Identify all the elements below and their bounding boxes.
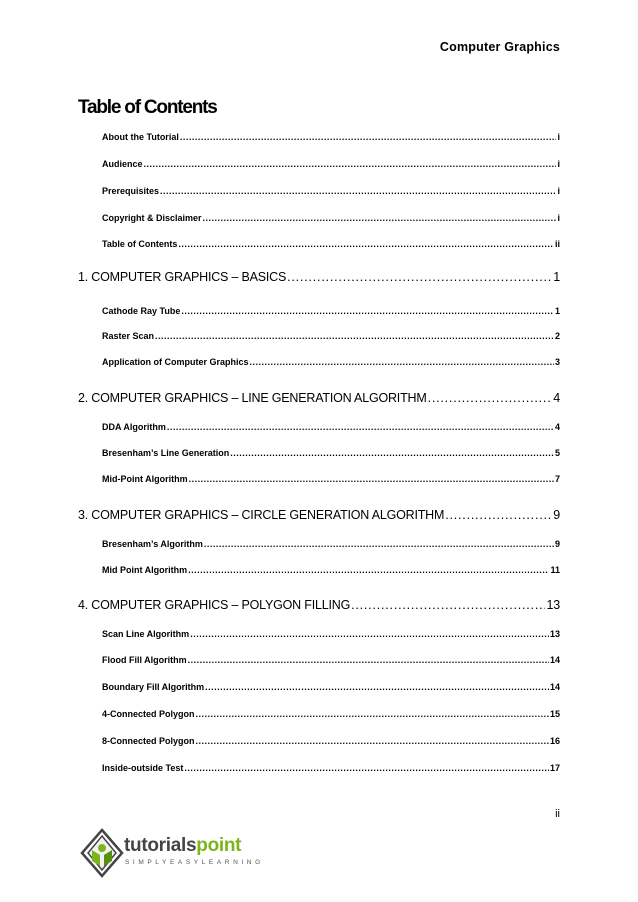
dot-leader [188,565,549,575]
toc-entry-label: Scan Line Algorithm [102,629,190,639]
toc-entry-bresenham-algorithm[interactable] [102,539,560,549]
dot-leader [178,239,554,249]
toc-chapter-page: 9 [553,508,560,522]
toc-entry-application-of-cg[interactable] [102,357,560,367]
toc-entry-page: i [557,159,560,169]
toc-entry-boundary-fill[interactable] [102,682,560,692]
logo-word-accent: point [196,835,242,856]
toc-entry-page: 11 [550,565,560,575]
dot-leader [155,331,554,341]
toc-entry-page: 13 [549,629,560,639]
logo-tagline: SIMPLYEASYLEARNING [125,859,264,866]
toc-entry-page: 5 [554,448,560,458]
toc-entry-label: Flood Fill Algorithm [102,655,187,665]
toc-entry-bresenham-line[interactable] [102,448,560,458]
toc-entry-label: Bresenham’s Algorithm [102,539,203,549]
toc-entry-label: Copyright & Disclaimer [102,213,202,223]
tutorialspoint-logo [80,828,264,878]
dot-leader [351,598,545,612]
toc-entry-mid-point-algorithm[interactable] [102,474,560,484]
toc-chapter-3[interactable] [78,508,560,522]
running-header: Computer Graphics [439,40,560,54]
toc-entry-label: Inside-outside Test [102,763,184,773]
toc-entry-cathode-ray-tube[interactable] [102,306,560,316]
toc-entry-prerequisites[interactable] [102,186,560,196]
toc-entry-page: i [557,186,560,196]
dot-leader [204,539,554,549]
toc-entry-audience[interactable] [102,159,560,169]
toc-entry-page: 4 [554,422,560,432]
dot-leader [250,357,554,367]
toc-entry-label: Boundary Fill Algorithm [102,682,205,692]
toc-entry-label: 4-Connected Polygon [102,709,195,719]
toc-chapter-page: 4 [553,391,560,405]
toc-entry-page: 1 [554,306,560,316]
toc-chapter-label: 3. COMPUTER GRAPHICS – CIRCLE GENERATION ALGORITHM [78,508,445,522]
toc-chapter-page: 1 [553,270,560,284]
toc-entry-inside-outside[interactable] [102,763,560,773]
toc-entry-label: Prerequisites [102,186,160,196]
toc-entry-page: 15 [549,709,560,719]
toc-chapter-label: 4. COMPUTER GRAPHICS – POLYGON FILLING [78,598,351,612]
toc-entry-page: 3 [554,357,560,367]
toc-entry-page: 9 [554,539,560,549]
toc-entry-page: 16 [549,736,560,746]
dot-leader [203,213,557,223]
toc-chapter-1[interactable] [78,270,560,284]
toc-entry-page: ii [554,239,560,249]
toc-entry-label: Mid Point Algorithm [102,565,188,575]
toc-entry-page: 17 [549,763,560,773]
dot-leader [181,306,554,316]
toc-entry-raster-scan[interactable] [102,331,560,341]
toc-entry-flood-fill[interactable] [102,655,560,665]
toc-entry-page: 14 [549,655,560,665]
dot-leader [184,763,549,773]
dot-leader [160,186,556,196]
page-number: ii [555,808,560,820]
logo-mark-icon [80,828,124,878]
toc-chapter-label: 2. COMPUTER GRAPHICS – LINE GENERATION ALGORITHM [78,391,427,405]
toc-entry-page: 7 [554,474,560,484]
dot-leader [230,448,554,458]
toc-entry-8-connected[interactable] [102,736,560,746]
dot-leader [445,508,552,522]
toc-entry-label: Table of Contents [102,239,178,249]
dot-leader [188,655,549,665]
dot-leader [180,132,557,142]
table-of-contents [78,0,560,902]
toc-chapter-4[interactable] [78,598,560,612]
logo-wordmark [124,835,241,857]
toc-entry-label: Cathode Ray Tube [102,306,181,316]
toc-entry-mid-point-circle[interactable] [102,565,560,575]
toc-chapter-label: 1. COMPUTER GRAPHICS – BASICS [78,270,287,284]
toc-entry-page: i [557,213,560,223]
toc-entry-label: Audience [102,159,143,169]
dot-leader [287,270,552,284]
toc-entry-4-connected[interactable] [102,709,560,719]
toc-entry-label: Raster Scan [102,331,155,341]
toc-entry-page: 14 [549,682,560,692]
toc-entry-label: Application of Computer Graphics [102,357,249,367]
dot-leader [196,709,549,719]
toc-entry-page: i [557,132,560,142]
toc-entry-label: 8-Connected Polygon [102,736,195,746]
toc-entry-about-the-tutorial[interactable] [102,132,560,142]
toc-chapter-page: 13 [546,598,560,612]
toc-title: Table of Contents [78,97,217,118]
dot-leader [190,629,549,639]
dot-leader [167,422,554,432]
dot-leader [189,474,554,484]
dot-leader [196,736,549,746]
toc-entry-label: Mid-Point Algorithm [102,474,188,484]
toc-entry-table-of-contents[interactable] [102,239,560,249]
dot-leader [144,159,557,169]
toc-chapter-2[interactable] [78,391,560,405]
toc-entry-copyright[interactable] [102,213,560,223]
toc-entry-scan-line[interactable] [102,629,560,639]
dot-leader [205,682,549,692]
toc-entry-label: DDA Algorithm [102,422,166,432]
toc-entry-dda-algorithm[interactable] [102,422,560,432]
toc-entry-label: About the Tutorial [102,132,179,142]
toc-entry-label: Bresenham’s Line Generation [102,448,230,458]
toc-entry-page: 2 [554,331,560,341]
dot-leader [428,391,553,405]
logo-word-dark: tutorials [124,835,197,856]
